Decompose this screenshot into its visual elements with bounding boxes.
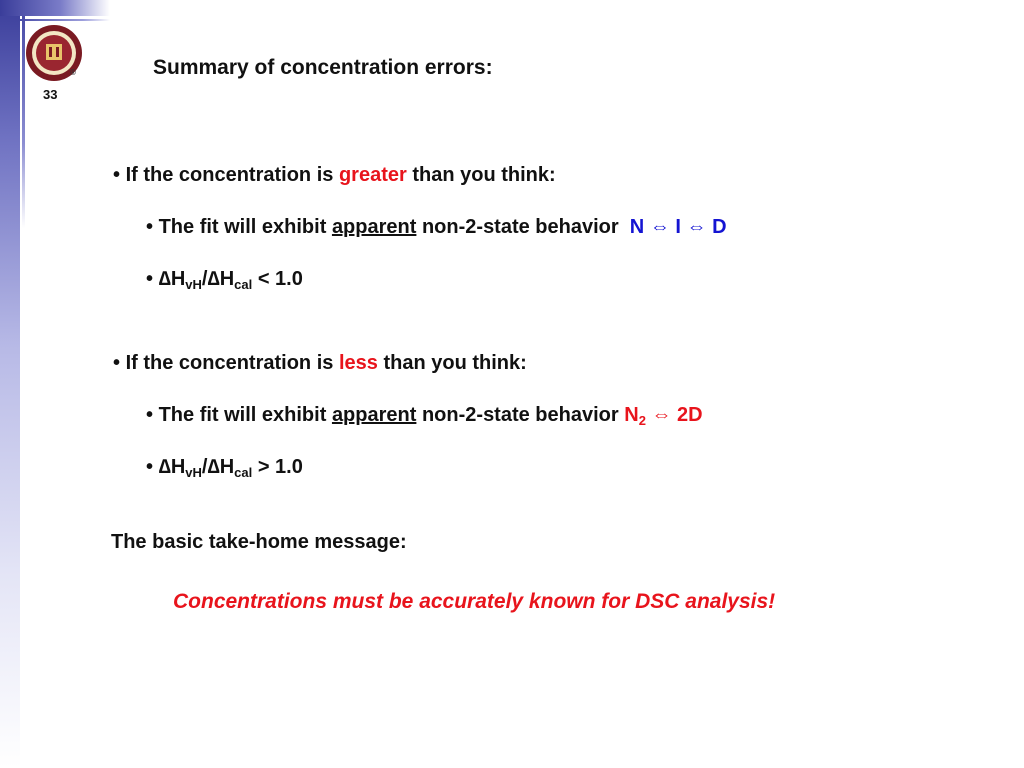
bullet-lead: If the concentration is (125, 352, 334, 374)
ratio-expression: $\Delta H_{vH}/\Delta H_{cal} > 1.0$ (158, 456, 303, 480)
takeaway-heading: The basic take-home message: (111, 531, 407, 553)
fit-underlined: apparent (331, 404, 417, 426)
top-gradient-bar (0, 0, 110, 16)
bullet: • (113, 352, 121, 374)
greater-ratio-subbullet (146, 267, 303, 291)
scheme-n-i-d: N ⇔ I ⇔ D (629, 216, 727, 238)
slide-title: Summary of concentration errors: (153, 56, 493, 79)
keyword-greater: greater (338, 164, 407, 186)
fit-underlined: apparent (331, 216, 417, 238)
fit-lead: The fit will exhibit (158, 404, 327, 426)
bullet-tail: than you think: (383, 352, 527, 374)
bullet: • (113, 164, 121, 186)
ratio-expression: $\Delta H_{vH}/\Delta H_{cal} < 1.0$ (158, 268, 303, 292)
greater-case-bullet (113, 163, 556, 187)
less-ratio-subbullet (146, 455, 303, 479)
fit-tail: non-2-state behavior (421, 404, 619, 426)
fit-lead: The fit will exhibit (158, 216, 327, 238)
bullet-tail: than you think: (412, 164, 556, 186)
slide-number: 33 (43, 87, 58, 102)
bullet: • (146, 268, 154, 290)
keyword-less: less (338, 352, 378, 374)
fit-tail: non-2-state behavior (421, 216, 619, 238)
top-rule (20, 19, 110, 21)
bullet: • (146, 456, 154, 478)
bullet: • (146, 216, 154, 238)
less-fit-subbullet (146, 403, 703, 427)
bullet: • (146, 404, 154, 426)
bullet-lead: If the concentration is (125, 164, 334, 186)
sidebar-gradient (0, 0, 20, 768)
less-case-bullet (113, 351, 527, 375)
scheme-n2-2d: $N_2$ ⇔ 2D (624, 404, 703, 428)
registered-mark: ® (70, 68, 76, 77)
greater-fit-subbullet (146, 215, 727, 239)
takeaway-message: Concentrations must be accurately known for DSC analysis! (173, 590, 776, 613)
